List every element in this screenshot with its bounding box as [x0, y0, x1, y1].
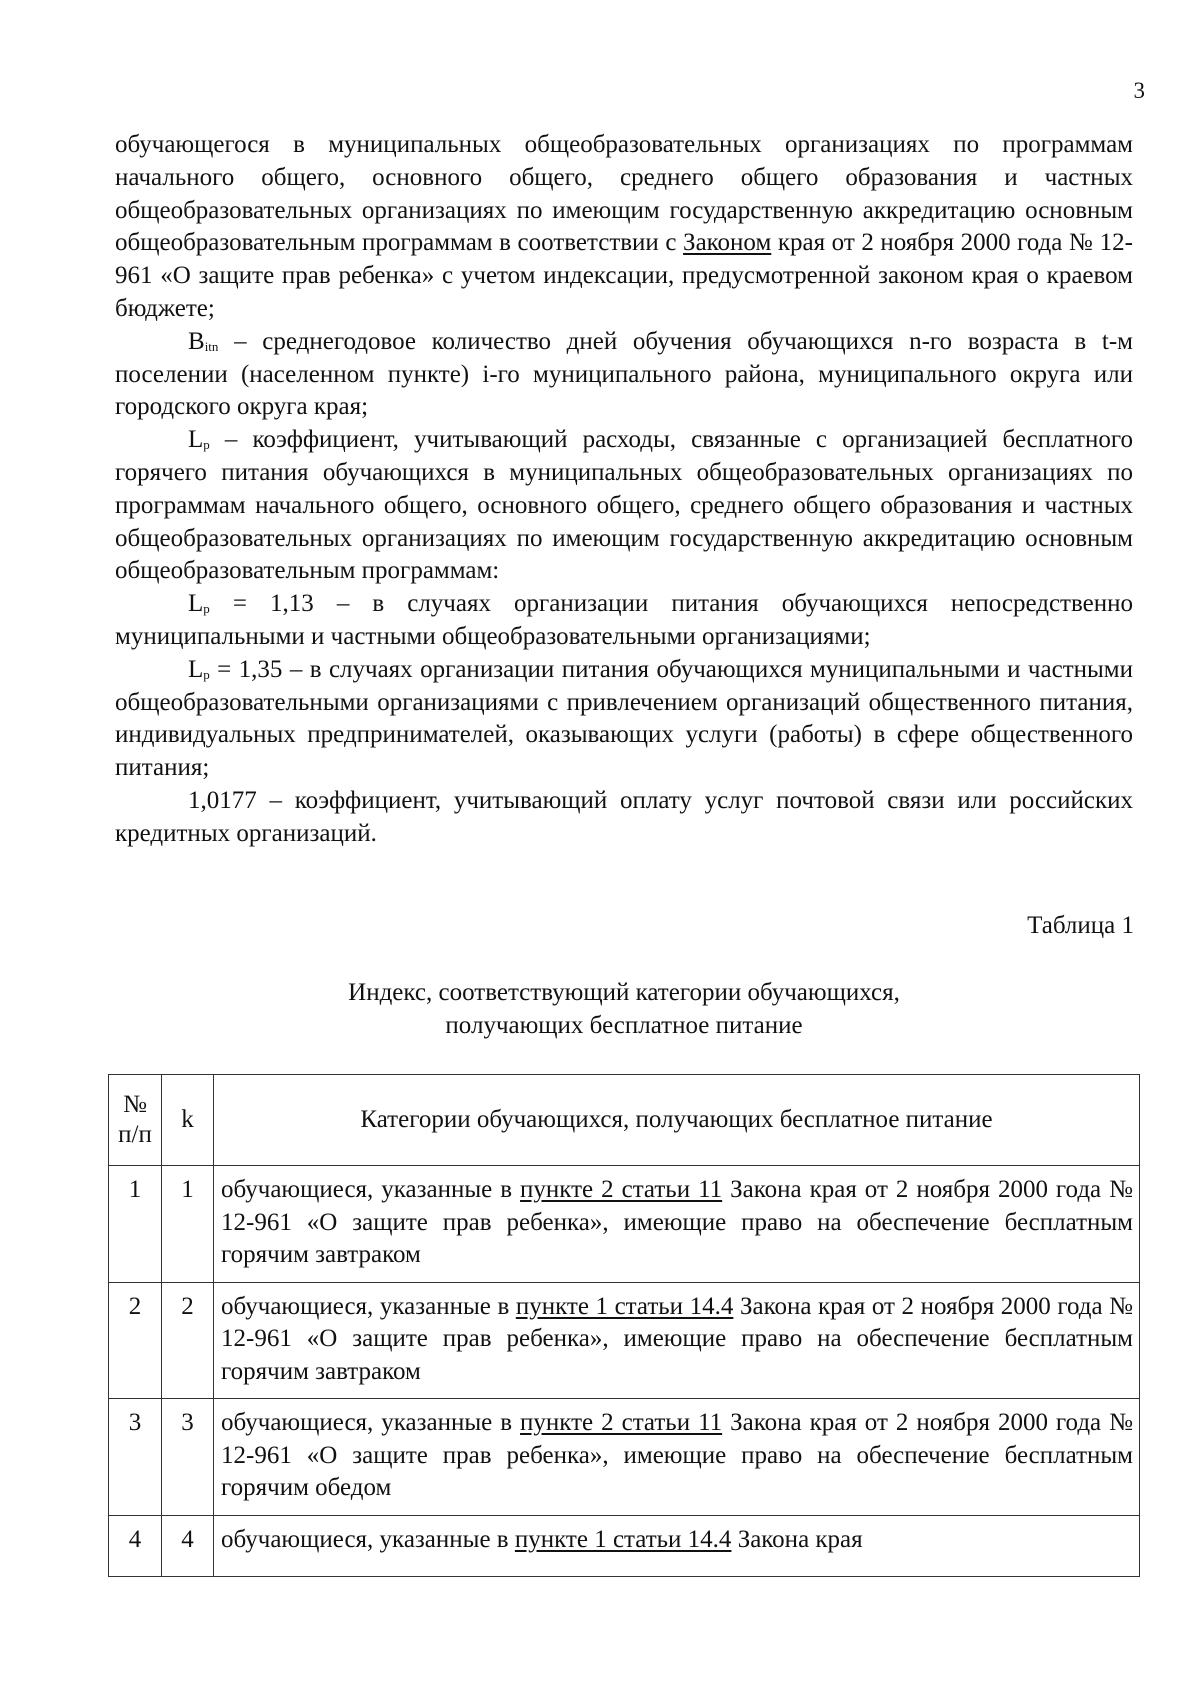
- paragraph-lp-113: $L_p = 1,13 - в$ случаях организации питания обучающихся непосредственно муниципальными и частными общеобразовательными организациями;: [115, 590, 1133, 650]
- body-text: [115, 129, 1133, 851]
- row-description: обучающиеся, указанные в пункте 2 статьи 11 Закона края от 2 ноября 2000 года № 12-961 «О защите прав ребенка», имеющие право на обеспечение бесплатным горячим обедом: [214, 1399, 1140, 1516]
- header-category: Категории обучающихся, получающих бесплатное питание: [214, 1075, 1140, 1166]
- row-description: обучающиеся, указанные в пункте 1 статьи 14.4 Закона края от 2 ноября 2000 года № 12-961 «О защите прав ребенка», имеющие право на обеспечение бесплатным горячим завтраком: [214, 1282, 1140, 1399]
- paragraph-b-itn: $B_{itn}$ – среднегодовое количество дней обучения обучающихся n-го возраста в t-м поселении (населенном пункте) i-го муниципального района, муниципального округа или городского округа края;: [115, 327, 1133, 421]
- table-row: [109, 1515, 1140, 1576]
- row-num: 4: [109, 1515, 162, 1576]
- paragraph-1: обучающегося в муниципальных общеобразовательных организациях по программам начального общего, основного общего, среднего общего образования и частных общеобразовательных организациях по имеющим государственную аккредитацию основным общеобразовательным программам в соответствии с Законом края от 2 ноября 2000 года № 12-961 «О защите прав ребенка» с учетом индексации, предусмотренной законом края о краевом бюджете;: [115, 131, 1133, 322]
- law-article-link[interactable]: пункте 1 статьи 14.4: [515, 1292, 734, 1320]
- table-header-row: [109, 1075, 1140, 1166]
- row-description: обучающиеся, указанные в пункте 2 статьи 11 Закона края от 2 ноября 2000 года № 12-961 «О защите прав ребенка», имеющие право на обеспечение бесплатным горячим завтраком: [214, 1166, 1140, 1283]
- law-article-link[interactable]: пункте 1 статьи 14.4: [514, 1525, 732, 1553]
- header-num: № п/п: [109, 1075, 162, 1166]
- row-description: обучающиеся, указанные в пункте 1 статьи 14.4 Закона края: [214, 1515, 1140, 1576]
- paragraph-coefficient: 1,0177 – коэффициент, учитывающий оплату услуг почтовой связи или российских кредитных организаций.: [115, 786, 1133, 847]
- table-title: Индекс, соответствующий категории обучающихся, получающих бесплатное питание: [348, 979, 900, 1039]
- row-k: 4: [162, 1515, 214, 1576]
- row-num: 1: [109, 1166, 162, 1283]
- row-k: 1: [162, 1166, 214, 1283]
- categories-table: [108, 1074, 1140, 1577]
- law-article-link[interactable]: пункте 2 статьи 11: [520, 1409, 723, 1436]
- row-k: 2: [162, 1282, 214, 1399]
- law-link[interactable]: Законом: [683, 229, 772, 257]
- header-k: k: [162, 1075, 214, 1166]
- table-row: [109, 1282, 1140, 1399]
- row-k: 3: [162, 1399, 214, 1516]
- table-row: [109, 1399, 1140, 1516]
- row-num: 3: [109, 1399, 162, 1516]
- table-row: [109, 1166, 1140, 1283]
- table-caption: Таблица 1: [1027, 912, 1134, 939]
- paragraph-lp-definition: $L_p$ – коэффициент, учитывающий расходы, связанные с организацией бесплатного горячего питания обучающихся в муниципальных общеобразовательных организациях по программам начального общего, основного общего, среднего общего образования и частных общеобразовательных организациях по имеющим государственную аккредитацию основным общеобразовательным программам:: [115, 426, 1133, 585]
- paragraph-lp-135: $L_p = 1,35 - в$ случаях организации питания обучающихся муниципальными и частными общеобразовательными организациями с привлечением организаций общественного питания, индивидуальных предпринимателей, оказывающих услуги (работы) в сфере общественного питания;: [115, 655, 1133, 782]
- law-article-link[interactable]: пункте 2 статьи 11: [520, 1176, 723, 1203]
- row-num: 2: [109, 1282, 162, 1399]
- page-number: 3: [1133, 78, 1145, 103]
